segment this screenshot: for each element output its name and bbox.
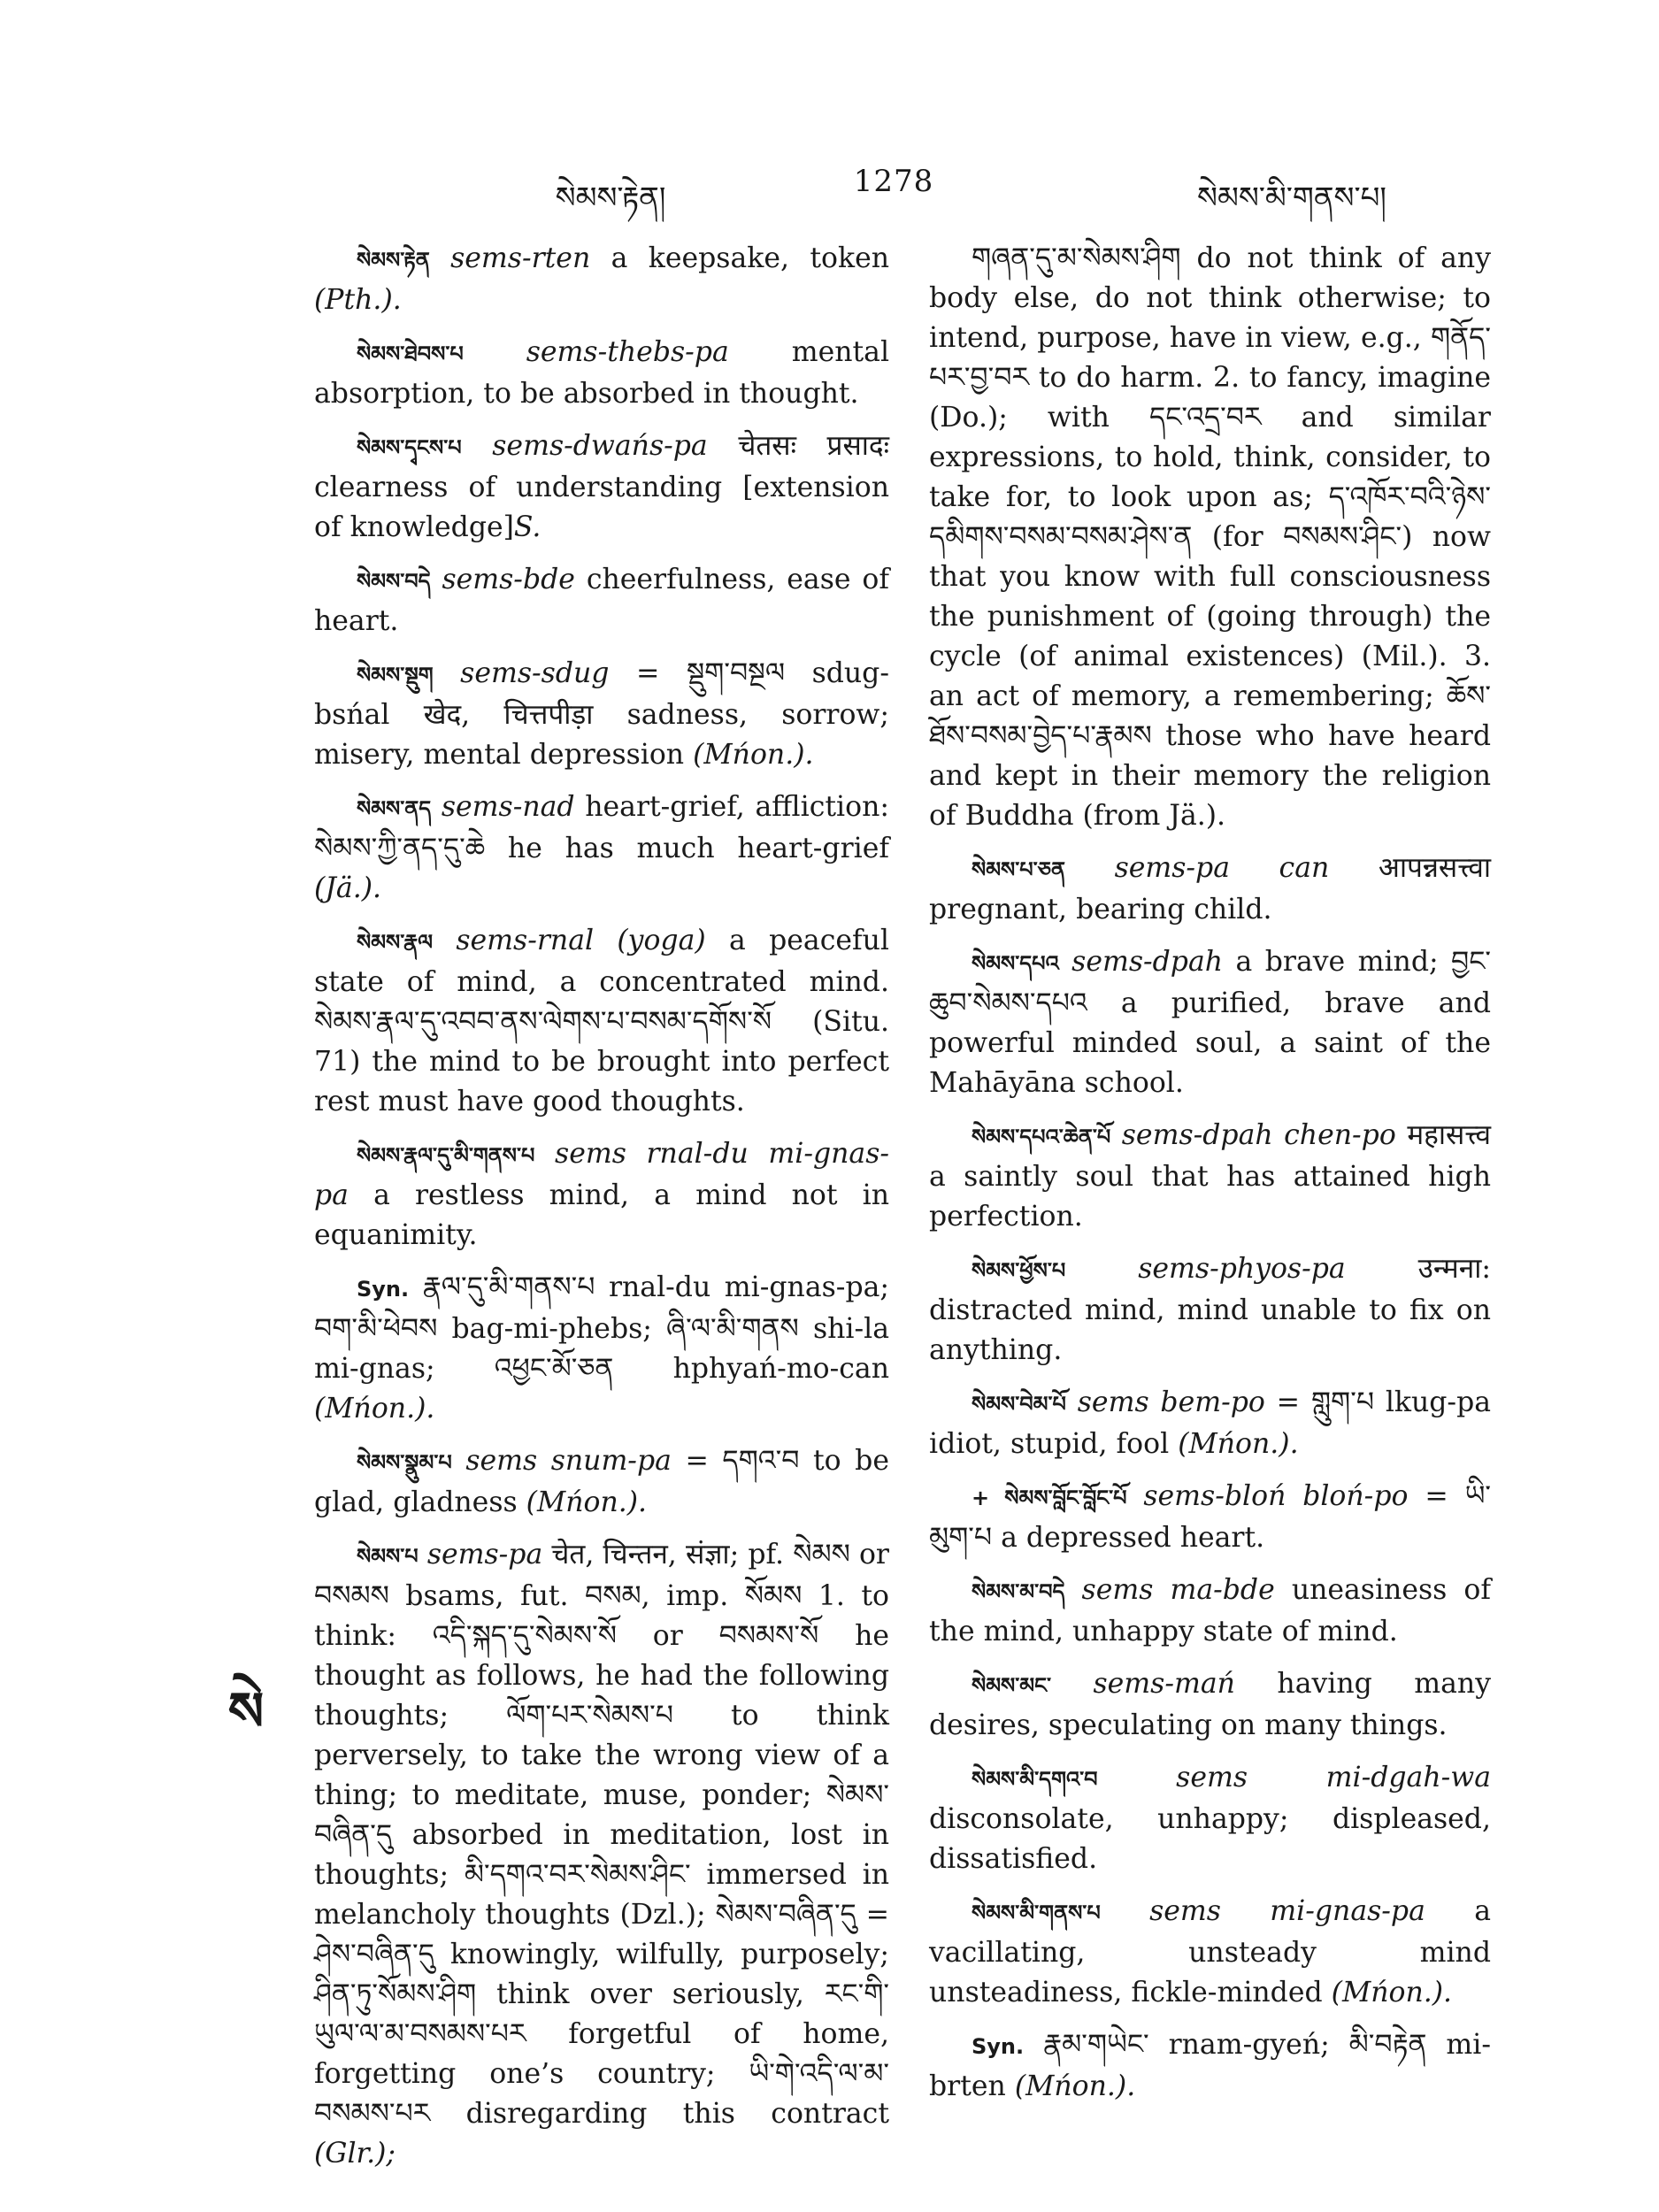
headword-transliteration: sems-pa can xyxy=(1114,852,1330,884)
dictionary-entry xyxy=(929,239,1491,836)
entry-definition: चेत, चिन्तन, संज्ञा; pf. སེམས or བསམས bsams, fut. བསམ, imp. སོམས 1. to think: འདི་སྐད་དུ་སེམས་སོ or བསམས་སོ he thought as follows, he had the following thoughts; ལོག་པར་སེམས་པ to think perversely, to take the wrong view of a thing; to meditate, muse, ponder; སེམས་བཞིན་དུ absorbed in meditation, lost in thoughts; མི་དགའ་བར་སེམས་ཤིང་ immersed in melancholy thoughts (Dzl.); སེམས་བཞིན་དུ = ཤེས་བཞིན་དུ knowingly, wilfully, purposely; ཤིན་ཏུ་སོམས་ཤིག think over seriously, རང་གི་ཡུལ་ལ་མ་བསམས་པར forgetful of home, forgetting one’s country; ཡི་གེ་འདི་ལ་མ་བསམས་པར disregarding this contract xyxy=(314,1539,889,2130)
headword-transliteration: sems-dpah chen-po xyxy=(1121,1119,1396,1151)
headword-tibetan: སེམས་རྟེན xyxy=(357,248,430,273)
headword-tibetan: སེམས་མི་དགའ་བ xyxy=(972,1767,1098,1792)
dictionary-entry xyxy=(929,1249,1491,1371)
dictionary-entry xyxy=(314,560,889,641)
headword-tibetan: སེམས་དཔའ xyxy=(972,951,1059,976)
headword-transliteration: sems-mań xyxy=(1093,1668,1235,1700)
headword-transliteration: sems rnal-du mi-gnas-pa xyxy=(314,1138,890,1211)
headword-tibetan: སེམས་བདེ xyxy=(357,569,431,594)
dictionary-entry xyxy=(314,654,889,775)
entry-definition: mental absorption, to be absorbed in thought. xyxy=(314,336,890,410)
dictionary-entry xyxy=(314,239,889,320)
page-number: 1278 xyxy=(853,164,934,199)
entry-definition: disconsolate, unhappy; displeased, dissatisfied. xyxy=(929,1803,1491,1875)
entry-source-citation: (Mńon.). xyxy=(1178,1428,1299,1460)
headword-transliteration: sems mi-gnas-pa xyxy=(1149,1895,1425,1927)
left-column xyxy=(314,239,889,2186)
dictionary-entry xyxy=(929,1383,1491,1464)
entry-definition: uneasiness of the mind, unhappy state of mind. xyxy=(929,1574,1492,1647)
headword-tibetan: སེམས་དཔའ་ཆེན་པོ xyxy=(972,1125,1111,1149)
dictionary-entry xyxy=(929,1664,1491,1746)
entry-source-citation: (Mńon.). xyxy=(1014,2070,1136,2102)
entry-definition: आपन्नसत्त्वा pregnant, bearing child. xyxy=(929,852,1492,926)
headword-transliteration: sems bem-po xyxy=(1077,1386,1265,1418)
dictionary-entry xyxy=(314,1441,889,1523)
headword-transliteration: sems ma-bde xyxy=(1081,1574,1275,1606)
entry-source-citation: (Mńon.). xyxy=(1331,1977,1453,2008)
dictionary-entry xyxy=(929,1758,1491,1879)
entry-source-citation: (Mńon.). xyxy=(314,1393,435,1425)
dictionary-entry xyxy=(929,1477,1491,1558)
entry-definition: heart-grief, affliction: སེམས་ཀྱི་ནད་དུ་ཆེ he has much heart-grief xyxy=(314,791,889,864)
headword-tibetan: སེམས་པ་ཅན xyxy=(972,857,1065,882)
dictionary-entry xyxy=(929,942,1491,1103)
headword-transliteration: sems-bloń bloń-po xyxy=(1143,1480,1409,1512)
dictionary-entry xyxy=(929,1116,1491,1237)
running-head-left: སེམས་རྟེན། xyxy=(555,180,666,216)
dictionary-entry xyxy=(929,1571,1491,1652)
headword-transliteration: sems-rten xyxy=(450,242,591,274)
entry-definition: a vacillating, unsteady mind unsteadiness, fickle-minded xyxy=(929,1895,1491,2008)
headword-tibetan: སེམས་ཐེབས་པ xyxy=(357,342,464,366)
entry-source-citation: (Pth.). xyxy=(314,284,402,316)
headword-tibetan: སེམས་ནད xyxy=(357,796,432,821)
margin-section-letter: སེ xyxy=(227,1681,265,1743)
entry-definition: चेतसः प्रसादः clearness of understanding [extension of knowledge] xyxy=(314,430,889,543)
entry-definition: having many desires, speculating on many things. xyxy=(929,1668,1491,1741)
headword-tibetan: Syn. xyxy=(972,2034,1025,2059)
dictionary-entry xyxy=(314,426,889,548)
entry-source-citation: (Jä.). xyxy=(314,872,382,904)
entry-definition: = དགའ་བ to be glad, gladness xyxy=(314,1445,889,1518)
entry-source-citation: (Glr.); xyxy=(314,2138,396,2170)
entry-definition: a brave mind; བྱང་ཆུབ་སེམས་དཔའ a purified, brave and powerful minded soul, a saint of the Mahāyāna school. xyxy=(929,946,1492,1099)
headword-tibetan: སེམས་རྣལ་དུ་མི་གནས་པ xyxy=(357,1143,535,1168)
dictionary-entry xyxy=(314,787,889,909)
dictionary-entry xyxy=(314,333,889,414)
entry-source-citation: (Mńon.). xyxy=(693,739,814,771)
dictionary-entry xyxy=(929,1892,1491,2013)
entry-definition: cheerfulness, ease of heart. xyxy=(314,564,890,637)
entry-definition: རྣལ་དུ་མི་གནས་པ rnal-du mi-gnas-pa; བག་མི་ཕེབས bag-mi-phebs; ཞི་ལ་མི་གནས shi-la mi-gnas; འཕྱང་མོ་ཅན hphyań-mo-can xyxy=(314,1271,889,1385)
headword-transliteration: sems-nad xyxy=(441,791,575,823)
headword-tibetan: སེམས་སྣུམ་པ xyxy=(357,1450,452,1475)
headword-tibetan: སེམས་དྭངས་པ xyxy=(357,435,462,460)
headword-transliteration: sems mi-dgah-wa xyxy=(1176,1762,1491,1793)
dictionary-entry xyxy=(929,2025,1491,2107)
headword-transliteration: sems-bde xyxy=(442,564,575,595)
headword-tibetan: སེམས་རྣལ xyxy=(357,930,434,955)
entry-definition: a keepsake, token xyxy=(611,242,890,274)
headword-tibetan: སེམས་བེམ་པོ xyxy=(972,1392,1066,1417)
headword-tibetan: སེམས་མ་བདེ xyxy=(972,1579,1065,1604)
dictionary-entry xyxy=(314,1134,889,1256)
headword-transliteration: sems-dpah xyxy=(1071,946,1224,978)
dictionary-entry xyxy=(929,849,1491,930)
entry-definition: = གླུག་པ lkug-pa idiot, stupid, fool xyxy=(929,1386,1492,1460)
right-column xyxy=(929,239,1491,2119)
headword-tibetan: སེམས་སྡུག xyxy=(357,663,434,687)
headword-tibetan: སེམས་པ xyxy=(357,1544,419,1569)
headword-transliteration: sems snum-pa xyxy=(465,1445,672,1477)
headword-tibetan: སེམས་ཕྱོས་པ xyxy=(972,1258,1066,1283)
dictionary-entry xyxy=(314,1535,889,2174)
entry-definition: གཞན་དུ་མ་སེམས་ཤིག do not think of any body else, do not think otherwise; to intend, purpose, have in view, e.g., གནོད་པར་བྱ་བར to do harm. 2. to fancy, imagine (Do.); with དང་འདྲ་བར and similar expressions, to hold, think, consider, to take for, to look upon as; ད་འཁོར་བའི་ཉེས་དམིགས་བསམ་བསམ་ཤེས་ན (for བསམས་ཤིང་) now that you know with full consciousness the punishment of (going through) the cycle (of animal existences) (Mil.). 3. an act of memory, a remembering; ཆོས་ཐོས་བསམ་བྱེད་པ་རྣམས those who have heard and kept in their memory the religion of Buddha (from Jä.). xyxy=(929,242,1491,832)
running-head-right: སེམས་མི་གནས་པ། xyxy=(1197,180,1386,216)
entry-definition: a peaceful state of mind, a concentrated mind. སེམས་རྣལ་དུ་འབབ་ནས་ལེགས་པ་བསམ་དགོས་སོ (Situ. 71) the mind to be brought into perfect rest must have good thoughts. xyxy=(314,925,889,1118)
headword-transliteration: sems-sdug xyxy=(460,657,610,689)
entry-source-citation: (Mńon.). xyxy=(526,1486,648,1518)
headword-tibetan: + སེམས་བློང་བློང་པོ xyxy=(972,1486,1127,1510)
headword-transliteration: sems-rnal (yoga) xyxy=(456,925,706,956)
headword-transliteration: sems-thebs-pa xyxy=(526,336,729,368)
entry-definition: महासत्त्व a saintly soul that has attained high perfection. xyxy=(929,1119,1492,1233)
entry-definition: a restless mind, a mind not in equanimity. xyxy=(314,1179,889,1251)
entry-definition: = ཡི་མུག་པ a depressed heart. xyxy=(929,1480,1492,1554)
entry-definition: उन्मना: distracted mind, mind unable to fix on anything. xyxy=(929,1253,1491,1366)
entry-definition: = སྡུག་བསྔལ sdug-bsńal खेद, चित्तपीड़ा sadness, sorrow; misery, mental depression xyxy=(314,657,889,771)
headword-tibetan: སེམས་མང་ xyxy=(972,1673,1052,1698)
headword-transliteration: sems-pa xyxy=(426,1539,543,1571)
dictionary-entry xyxy=(314,921,889,1122)
entry-definition: རྣམ་གཡེང་ rnam-gyeń; མི་བརྟེན mi-brten xyxy=(929,2029,1492,2102)
headword-transliteration: sems-dwańs-pa xyxy=(492,430,708,462)
dictionary-entry xyxy=(314,1268,889,1429)
headword-transliteration: sems-phyos-pa xyxy=(1138,1253,1346,1285)
headword-tibetan: སེམས་མི་གནས་པ xyxy=(972,1901,1101,1925)
entry-source-citation: S. xyxy=(513,511,541,543)
headword-tibetan: Syn. xyxy=(357,1277,410,1302)
